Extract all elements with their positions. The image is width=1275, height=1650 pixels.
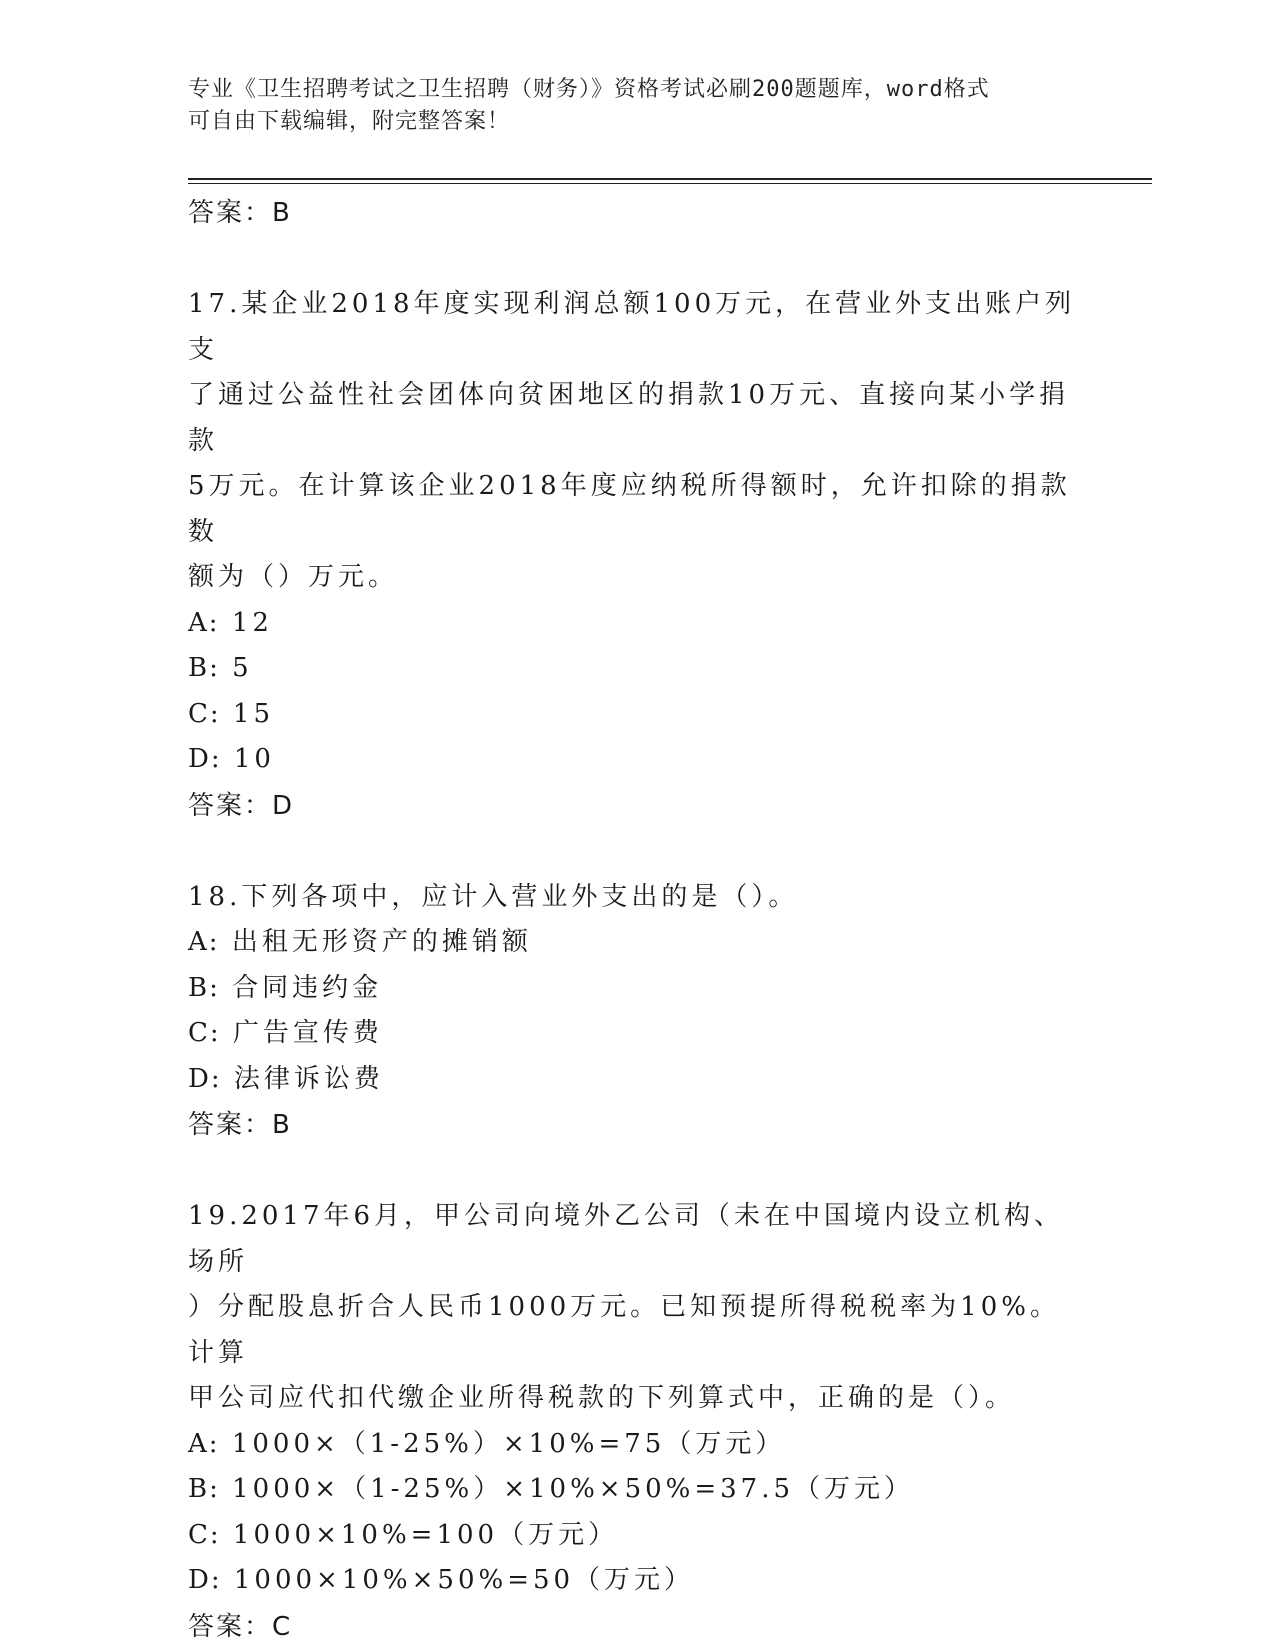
header-line-1: 专业《卫生招聘考试之卫生招聘（财务）》资格考试必刷200题题库，word格式 <box>188 77 990 102</box>
option-letter: D: <box>188 1565 222 1595</box>
option-c <box>188 1513 1088 1559</box>
option-letter: C: <box>188 1018 221 1048</box>
option-c <box>188 1011 1088 1057</box>
option-letter: C: <box>188 698 221 729</box>
header-line-2: 可自由下载编辑，附完整答案！ <box>188 109 511 134</box>
option-letter: D: <box>188 1063 222 1094</box>
option-b <box>188 1467 1088 1513</box>
option-text: 1000×10%=100（万元） <box>232 1519 619 1550</box>
stem-line: 了通过公益性社会团体向贫困地区的捐款10万元、直接向某小学捐款 <box>188 380 1070 456</box>
option-letter: B: <box>188 653 220 683</box>
stem-line: 18.下列各项中，应计入营业外支出的是（）。 <box>188 881 799 912</box>
question-17 <box>188 282 1088 829</box>
option-text: 10 <box>233 744 275 774</box>
option-b <box>188 646 1088 692</box>
stem-line: 17.某企业2018年度实现利润总额100万元，在营业外支出账户列支 <box>188 289 1076 365</box>
question-19 <box>188 1194 1088 1650</box>
stem-line: 5万元。在计算该企业2018年度应纳税所得额时，允许扣除的捐款数 <box>188 471 1071 547</box>
option-d <box>188 737 1088 783</box>
page-header <box>188 74 1088 138</box>
option-text: 合同违约金 <box>232 972 383 1003</box>
header-divider <box>188 178 1152 184</box>
option-text: 5 <box>232 653 253 683</box>
option-letter: B: <box>188 972 220 1003</box>
option-text: 1000×10%×50%=50（万元） <box>233 1565 695 1595</box>
question-stem <box>188 1194 1088 1422</box>
option-text: 12 <box>231 607 273 638</box>
option-letter: B: <box>188 1474 220 1504</box>
option-text: 出租无形资产的摊销额 <box>231 927 532 957</box>
question-stem <box>188 875 1088 921</box>
option-letter: A: <box>188 607 220 638</box>
option-b <box>188 966 1088 1012</box>
option-letter: A: <box>188 1428 220 1459</box>
option-text: 15 <box>232 698 275 729</box>
option-c <box>188 692 1088 738</box>
question-stem <box>188 282 1088 601</box>
option-text: 法律诉讼费 <box>233 1063 384 1094</box>
option-d <box>188 1057 1088 1103</box>
option-a <box>188 1422 1088 1468</box>
stem-line: 额为（）万元。 <box>188 562 399 592</box>
document-body <box>188 190 1088 1650</box>
stem-line: ）分配股息折合人民币1000万元。已知预提所得税税率为10%。计算 <box>188 1292 1060 1368</box>
stem-line: 甲公司应代扣代缴企业所得税款的下列算式中，正确的是（）。 <box>188 1383 1016 1413</box>
answer-line: 答案：B <box>188 198 292 228</box>
option-text: 广告宣传费 <box>232 1018 383 1048</box>
option-text: 1000×（1-25%）×10%×50%=37.5（万元） <box>232 1474 915 1504</box>
question-18 <box>188 875 1088 1149</box>
option-a <box>188 920 1088 966</box>
answer-line: 答案：B <box>188 1110 292 1140</box>
option-text: 1000×（1-25%）×10%=75（万元） <box>231 1428 786 1459</box>
option-letter: D: <box>188 744 222 774</box>
option-d <box>188 1558 1088 1604</box>
option-a <box>188 601 1088 647</box>
option-letter: C: <box>188 1519 221 1550</box>
answer-line: 答案：D <box>188 790 295 821</box>
option-letter: A: <box>188 927 220 957</box>
stem-line: 19.2017年6月，甲公司向境外乙公司（未在中国境内设立机构、场所 <box>188 1201 1065 1277</box>
answer-line: 答案：C <box>188 1611 293 1642</box>
